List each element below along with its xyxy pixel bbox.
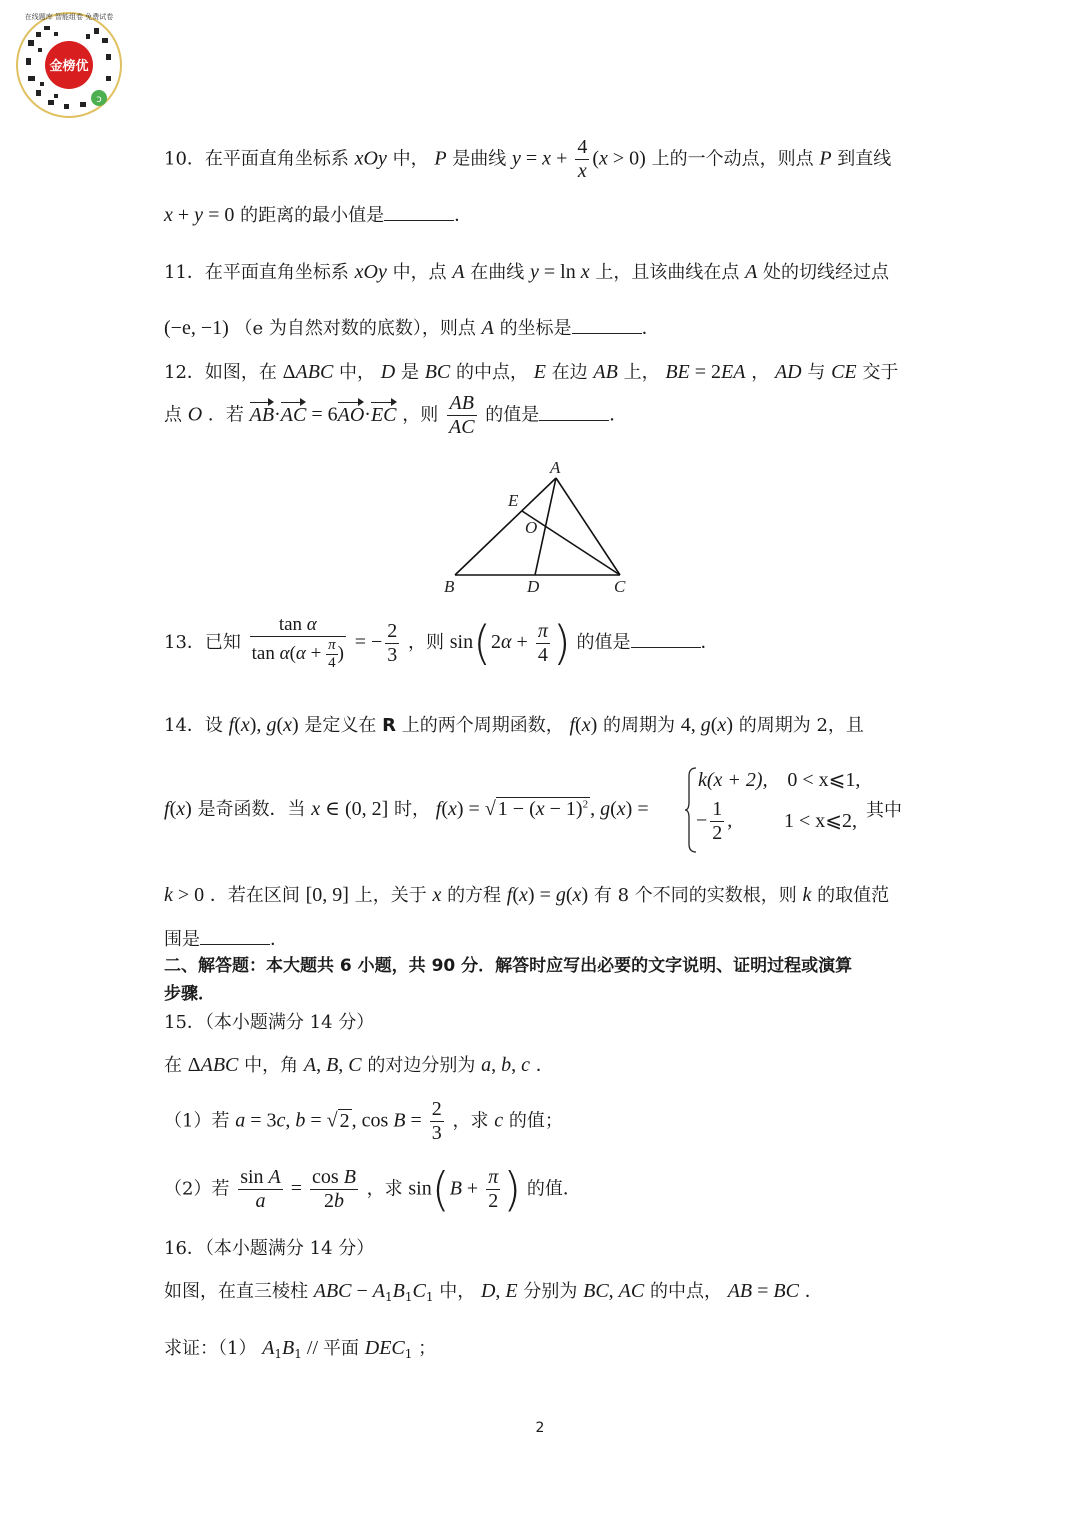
- logo-text: 金榜优: [49, 59, 89, 74]
- q11-line1: 11．在平面直角坐标系 xOy 中，点 A 在曲线 y = ln x 上，且该曲线在点 A 处的切线经过点: [164, 261, 890, 283]
- label-c: C: [614, 577, 626, 596]
- svg-text:ↄ: ↄ: [96, 94, 102, 105]
- q15-heading: 15．（本小题满分 14 分）: [164, 1012, 375, 1033]
- q14-case2: − $\frac{1}{2}$ , 1 < x⩽2,: [696, 798, 858, 844]
- q14-where: 其中: [866, 800, 902, 821]
- label-d: D: [527, 577, 540, 596]
- q15-intro: 在 ΔABC 中，角 A, B, C 的对边分别为 a, b, c ．: [164, 1054, 554, 1076]
- q12-line2: 点 O ．若 AB·AC = 6AO·EC ，则 $\frac{AB}{AC}$ 的值是 ．: [164, 392, 628, 438]
- q14-line1: 14．设 f(x), g(x) 是定义在 R 上的两个周期函数， f(x) 的周期为 4, g(x) 的周期为 2，且: [164, 714, 864, 736]
- side-ab: [455, 478, 556, 575]
- q14-line2: f(x) 是奇函数．当 x ∈ (0, 2] 时， f(x) = √ $1 - (x - 1)^2$ , g(x) =: [164, 798, 649, 820]
- q16-intro: 如图，在直三棱柱 ABC − $A_1B_1C_1$ 中， D, E 分别为 BC, AC 的中点， AB = BC ．: [164, 1280, 823, 1304]
- answer-blank[interactable]: [200, 928, 270, 945]
- triangle-figure: [440, 458, 640, 598]
- q16-heading: 16．（本小题满分 14 分）: [164, 1238, 375, 1259]
- answer-blank[interactable]: [572, 317, 642, 334]
- q16-proof1: 求证：（1） $A_1B_1$ // 平面 $DEC_1$ ；: [164, 1337, 437, 1361]
- page-number: 2: [535, 1420, 545, 1436]
- q14-line4: 围是 ．: [164, 929, 288, 950]
- side-ac: [556, 478, 620, 575]
- q15-part1: （1）若 a = 3c, b = √ 2 , cos B = $\frac{2}{3}$ ，求 c 的值；: [164, 1098, 563, 1144]
- q15-part2: （2）若 $\frac{\text{sin A}}{a}$ = $\frac{\text{cos B}}{2b}$ ，求 sin(B + $\frac{\pi}{2}$ ) 的值．: [164, 1162, 581, 1217]
- q12-line1: 12．如图，在 ΔABC 中， D 是 BC 的中点， E 在边 AB 上， BE = 2EA ， AD 与 CE 交于: [164, 361, 899, 383]
- label-e: E: [508, 491, 519, 510]
- q14-case1: k(x + 2), 0 < x⩽1,: [698, 769, 861, 791]
- section-title: 二、解答题：本大题共 6 小题，共 90 分．解答时应写出必要的文字说明、证明过程或演算: [164, 956, 853, 976]
- q14-line3: k > 0 ．若在区间 [0, 9] 上，关于 x 的方程 f(x) = g(x) 有 8 个不同的实数根，则 k 的取值范: [164, 884, 890, 906]
- label-o: O: [525, 518, 538, 537]
- answer-blank[interactable]: [384, 204, 454, 221]
- q10-line1: 10．在平面直角坐标系 xOy 中， P 是曲线 y = x + $\frac{4}{x}$ (x > 0) 上的一个动点，则点 P 到直线: [164, 136, 892, 182]
- q13-line: 13．已知 tan α tan α(α + $\frac{\pi}{4}$ ) = − $\frac{2}{3}$ ，则 sin(2α + $\frac{\pi}{4}$ ) 的值是 ．: [164, 614, 719, 672]
- answer-blank[interactable]: [539, 404, 609, 421]
- answer-blank[interactable]: [631, 631, 701, 648]
- label-a: A: [550, 458, 561, 477]
- section-title-cont: 步骤．: [164, 984, 215, 1004]
- label-b: B: [444, 577, 455, 596]
- q11-line2: (−e, −1) （e 为自然对数的底数），则点 A 的坐标是 ．: [164, 317, 660, 339]
- qr-code-logo: [14, 10, 124, 120]
- logo-ring-text: 在线题库 智能组卷 免费试卷: [24, 13, 114, 21]
- q10-line2: x + y = 0 的距离的最小值是 ．: [164, 204, 473, 226]
